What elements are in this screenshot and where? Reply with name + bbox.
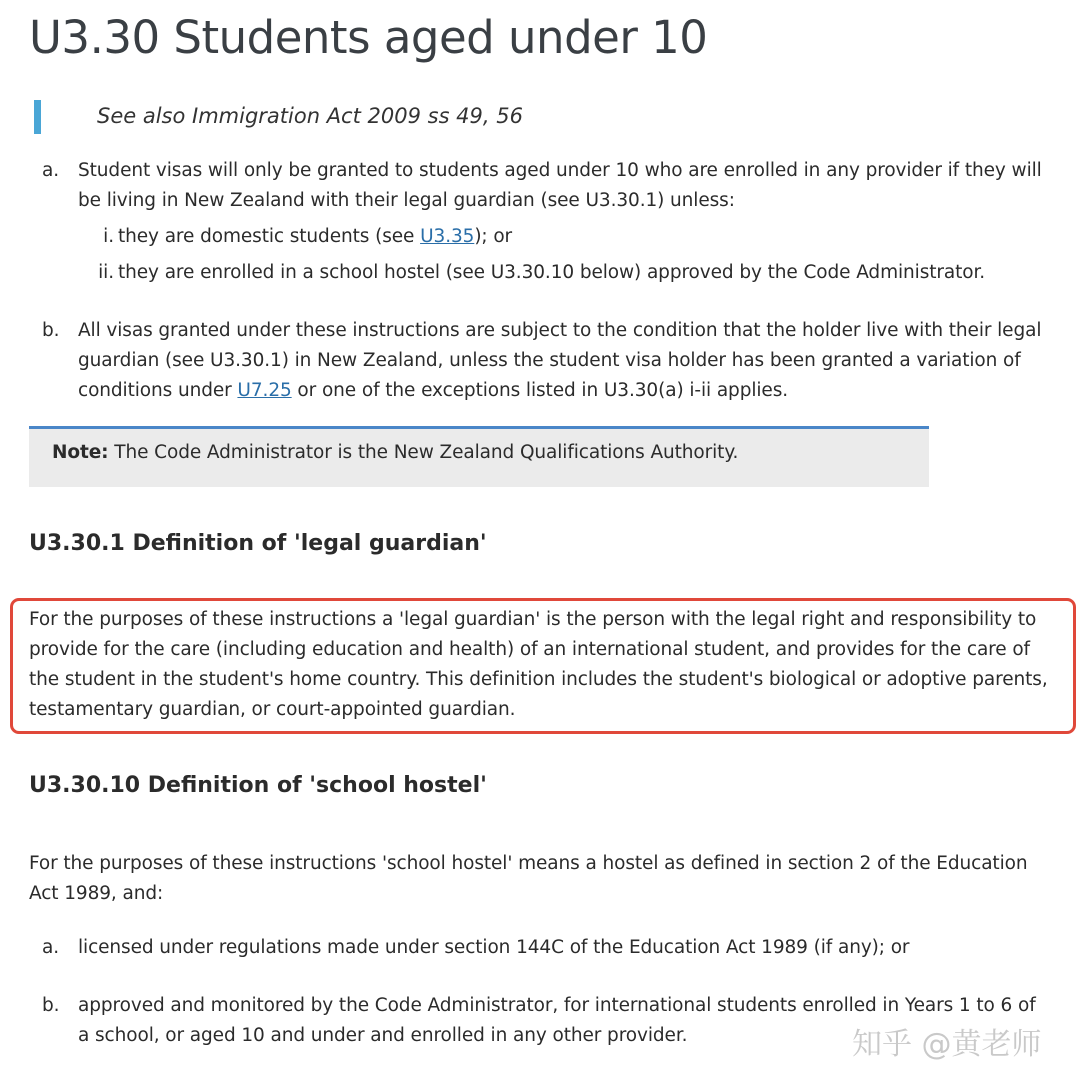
legal-guardian-paragraph	[29, 605, 1069, 725]
text-line: provide for the care (including education and health) of an international student, and provides for the care of	[29, 639, 1030, 660]
note-text	[52, 438, 738, 468]
text-line: guardian (see U3.30.1) in New Zealand, unless the student visa holder has been granted a variation of	[78, 350, 1021, 371]
text-line: approved and monitored by the Code Administrator, for international students enrolled in Years 1 to 6 of	[78, 995, 1036, 1016]
text-line: All visas granted under these instructions are subject to the condition that the holder live with their legal	[78, 320, 1042, 341]
text-span: conditions under	[78, 380, 238, 401]
text-line: testamentary guardian, or court-appointed guardian.	[29, 699, 516, 720]
text-line: Student visas will only be granted to students aged under 10 who are enrolled in any provider if they will	[78, 160, 1042, 181]
text-line	[78, 376, 1068, 406]
sub-list-marker: i.	[103, 226, 114, 247]
see-also-text: See also Immigration Act 2009 ss 49, 56	[97, 104, 523, 128]
section-heading-legal-guardian: U3.30.1 Definition of 'legal guardian'	[29, 531, 487, 556]
section-heading-school-hostel: U3.30.10 Definition of 'school hostel'	[29, 773, 487, 798]
text-line: the student in the student's home country. This definition includes the student's biological or adoptive parents,	[29, 669, 1048, 690]
list-marker: a.	[42, 937, 60, 958]
text-span: or one of the exceptions listed in U3.30(a) i-ii applies.	[291, 380, 789, 401]
text-span: ); or	[474, 226, 513, 247]
text-line: Act 1989, and:	[29, 883, 164, 904]
list-item-content	[78, 933, 1068, 963]
watermark-text: 知乎 @黄老师	[852, 1027, 1042, 1062]
list-item-content	[78, 316, 1068, 406]
hostel-list-item-a	[42, 933, 1062, 965]
note-body: The Code Administrator is the New Zealand Qualifications Authority.	[108, 442, 739, 463]
list-item-content	[78, 156, 1068, 216]
sub-list-marker: ii.	[98, 262, 114, 283]
list-marker: b.	[42, 320, 60, 341]
list-marker: a.	[42, 160, 60, 181]
text-line: For the purposes of these instructions a 'legal guardian' is the person with the legal right and responsibility to	[29, 609, 1037, 630]
text-line: be living in New Zealand with their legal guardian (see U3.30.1) unless:	[78, 190, 735, 211]
sub-item-content: they are enrolled in a school hostel (see U3.30.10 below) approved by the Code Administrator.	[118, 262, 986, 283]
note-label: Note:	[52, 442, 109, 463]
school-hostel-paragraph	[29, 849, 1069, 909]
page-title: U3.30 Students aged under 10	[29, 11, 708, 64]
callout-accent-bar	[34, 100, 41, 134]
text-line: a school, or aged 10 and under and enrolled in any other provider.	[78, 1025, 688, 1046]
list-item-b	[42, 316, 1062, 408]
text-span: they are domestic students (see	[118, 226, 421, 247]
link-u7-25[interactable]: U7.25	[237, 380, 292, 401]
watermark	[852, 1025, 1042, 1065]
text-line: licensed under regulations made under section 144C of the Education Act 1989 (if any); or	[78, 937, 910, 958]
link-u3-35[interactable]: U3.35	[420, 226, 475, 247]
note-box	[29, 426, 929, 487]
text-line: For the purposes of these instructions 'school hostel' means a hostel as defined in section 2 of the Education	[29, 853, 1028, 874]
sub-item-content	[118, 222, 1038, 252]
list-marker: b.	[42, 995, 60, 1016]
see-also-callout	[34, 100, 634, 134]
